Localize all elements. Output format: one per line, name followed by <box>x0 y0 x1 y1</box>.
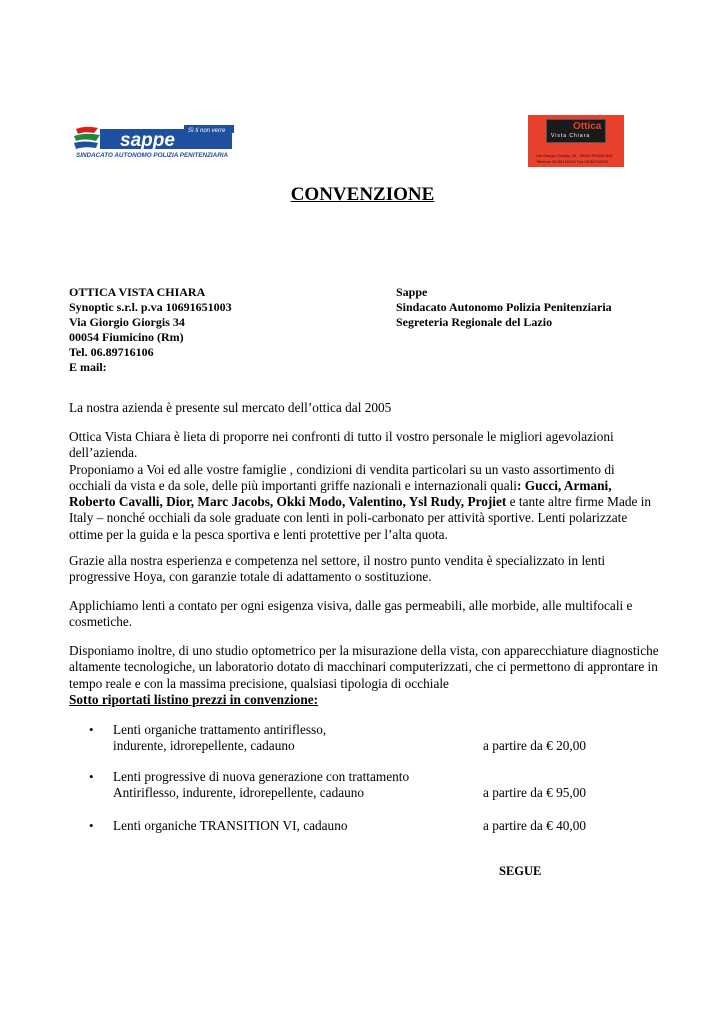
continues-label: SEGUE <box>499 864 542 878</box>
recipient-line: Sappe <box>396 285 428 299</box>
sappe-logo-graphic <box>72 123 240 160</box>
intro-paragraph: La nostra azienda è presente sul mercato dell’ottica dal 2005 <box>69 400 392 415</box>
item-description: Lenti progressive di nuova generazione con trattamento <box>113 769 410 784</box>
recipient-block <box>396 285 612 330</box>
brands-paragraph <box>69 462 659 543</box>
offer-section <box>69 429 659 543</box>
brands-outro: e tante altre firme Made in Italy – nonché occhiali da sole graduate con lenti in poli-carbonato per attività sportive. Lenti polarizzate ottime per la guida e la pesca sportiva e lenti protettive per l’alta quota. <box>69 494 652 542</box>
item-price: a partire da € 40,00 <box>483 818 587 833</box>
document-title: CONVENZIONE <box>290 184 435 205</box>
sappe-tagline: SINDACATO AUTONOMO POLIZIA PENITENZIARIA <box>76 152 229 159</box>
studio-paragraph: Disponiamo inoltre, di uno studio optometrico per la misurazione della vista, con apparecchiature diagnostiche altamente tecnologiche, un laboratorio dotato di macchinari computerizzati, che ci permettono di approntare in tempo reale e con la massima precisione, qualsiasi tipologia di occhiale <box>69 643 659 691</box>
body-paragraph <box>69 400 659 416</box>
brands-intro: Proponiamo a Voi ed alle vostre famiglie , condizioni di vendita particolari su un vasto assortimento di occhiali da vista e da sole, delle più importanti griffe nazionali e internazionali quali <box>69 461 615 493</box>
sappe-logo <box>72 123 240 160</box>
ottica-logo <box>528 115 624 167</box>
recipient-line: Sindacato Autonomo Polizia Penitenziaria <box>396 300 612 314</box>
ottica-logo-address: Via Giorgio Giorgis, 34 - 00054 FIUMICINO <box>536 153 613 158</box>
bullet-icon: • <box>89 769 94 784</box>
offer-paragraph: Ottica Vista Chiara è lieta di proporre nei confronti di tutto il vostro personale le migliori agevolazioni dell’azienda. <box>69 429 614 461</box>
sappe-corner-text: Sì ti non verre <box>188 128 226 134</box>
sappe-mark: sappe <box>120 130 175 151</box>
bullet-icon: • <box>89 722 94 737</box>
ottica-logo-badge <box>546 119 606 143</box>
sender-block <box>69 285 232 375</box>
ottica-logo-phone: Telefono 06.89716106 Fax 06.89716106 <box>536 159 608 164</box>
sender-line: Tel. 06.89716106 <box>69 345 154 359</box>
recipient-line: Segreteria Regionale del Lazio <box>396 315 553 329</box>
sender-line: E mail: <box>69 360 107 374</box>
brands-list: : Gucci, Armani, Roberto Cavalli, Dior, Marc Jacobs, Okki Modo, Valentino, Ysl Rudy, Projiet <box>69 477 612 510</box>
item-description: Lenti organiche TRANSITION VI, cadauno <box>113 818 348 833</box>
item-description: Lenti organiche trattamento antiriflesso, <box>113 722 327 737</box>
body-paragraph <box>69 553 659 586</box>
item-price: a partire da € 95,00 <box>483 785 587 800</box>
bullet-icon: • <box>89 818 94 833</box>
sender-line: 00054 Fiumicino (Rm) <box>69 330 184 344</box>
expertise-paragraph: Grazie alla nostra esperienza e competenza nel settore, il nostro punto vendita è specializzato in lenti progressive Hoya, con garanzie totale di adattamento o sostituzione. <box>69 553 606 585</box>
ottica-logo-mark: Ottica <box>573 121 602 132</box>
body-paragraph <box>69 643 659 708</box>
price-list-heading: Sotto riportati listino prezzi in convenzione: <box>69 691 319 707</box>
sender-line: Via Giorgio Giorgis 34 <box>69 315 185 329</box>
ottica-logo-sub: Vista Chiara <box>551 133 591 139</box>
item-description: Antiriflesso, indurente, idrorepellente, cadauno <box>113 785 365 800</box>
sender-line: OTTICA VISTA CHIARA <box>69 285 206 299</box>
body-paragraph <box>69 598 659 631</box>
item-description: indurente, idrorepellente, cadauno <box>113 738 295 753</box>
contact-lens-paragraph: Applichiamo lenti a contato per ogni esigenza visiva, dalle gas permeabili, alle morbide, alle multifocali e cosmetiche. <box>69 598 633 630</box>
sender-line: Synoptic s.r.l. p.va 10691651003 <box>69 300 232 314</box>
item-price: a partire da € 20,00 <box>483 738 587 753</box>
